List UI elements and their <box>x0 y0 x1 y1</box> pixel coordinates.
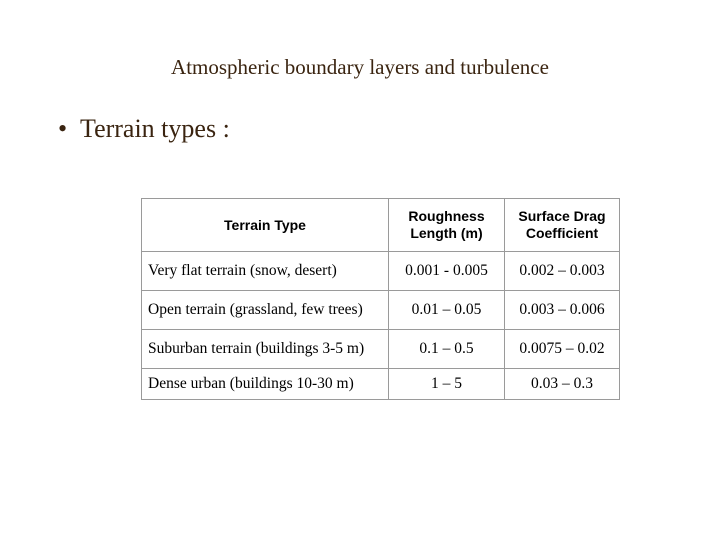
bullet-item <box>58 114 230 144</box>
header-roughness-length: Roughness Length (m) <box>389 199 505 252</box>
table-row <box>142 330 620 369</box>
table-header-row <box>142 199 620 252</box>
header-terrain-type: Terrain Type <box>142 199 389 252</box>
cell-drag-coefficient: 0.0075 – 0.02 <box>505 330 620 369</box>
bullet-text: Terrain types : <box>80 114 230 143</box>
cell-roughness-length: 1 – 5 <box>389 369 505 400</box>
table-row <box>142 252 620 291</box>
cell-roughness-length: 0.01 – 0.05 <box>389 291 505 330</box>
cell-drag-coefficient: 0.002 – 0.003 <box>505 252 620 291</box>
cell-terrain-type: Suburban terrain (buildings 3-5 m) <box>142 330 389 369</box>
cell-drag-coefficient: 0.003 – 0.006 <box>505 291 620 330</box>
slide-title: Atmospheric boundary layers and turbulence <box>171 55 549 79</box>
terrain-table <box>141 198 620 400</box>
cell-roughness-length: 0.001 - 0.005 <box>389 252 505 291</box>
header-surface-drag-coefficient: Surface Drag Coefficient <box>505 199 620 252</box>
cell-terrain-type: Open terrain (grassland, few trees) <box>142 291 389 330</box>
cell-terrain-type: Dense urban (buildings 10-30 m) <box>142 369 389 400</box>
cell-drag-coefficient: 0.03 – 0.3 <box>505 369 620 400</box>
cell-roughness-length: 0.1 – 0.5 <box>389 330 505 369</box>
table-row <box>142 369 620 400</box>
bullet-marker: • <box>58 114 68 143</box>
cell-terrain-type: Very flat terrain (snow, desert) <box>142 252 389 291</box>
table-row <box>142 291 620 330</box>
